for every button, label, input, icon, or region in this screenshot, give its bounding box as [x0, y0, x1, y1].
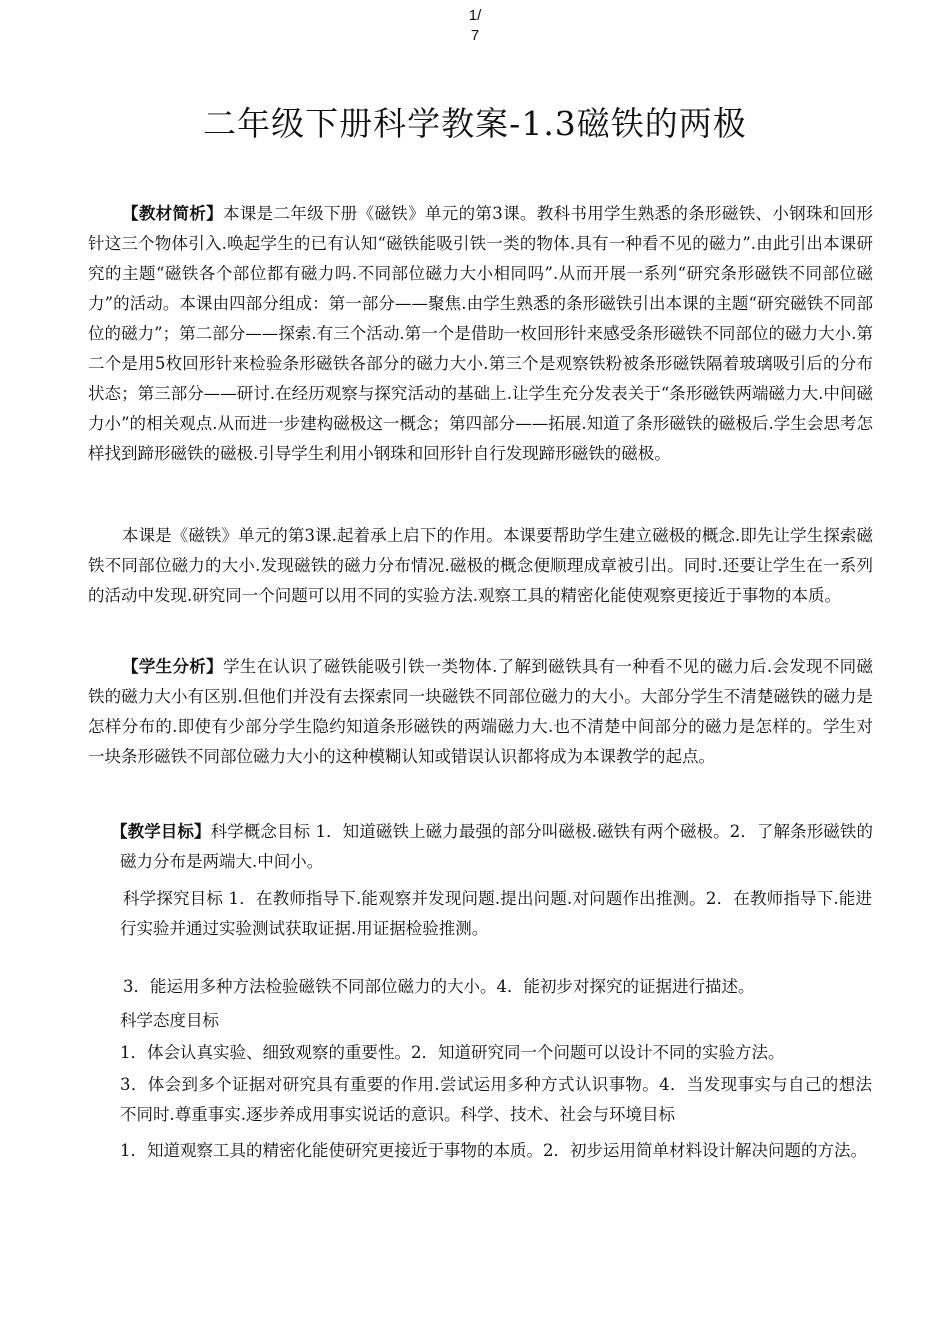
material-analysis-text: 本课是二年级下册《磁铁》单元的第3课。教科书用学生熟悉的条形磁铁、小钢珠和回形针这三个物体引入.唤起学生的已有认知“磁铁能吸引铁一类的物体.具有一种看不见的磁力”.由此引出本课研究的主题“磁铁各个部位都有磁力吗.不同部位磁力大小相同吗”.从而开展一系列“研究条形磁铁不同部位磁力”的活动。本课由四部分组成：第一部分——聚焦.由学生熟悉的条形磁铁引出本课的主题“研究磁铁不同部位的磁力”；第二部分——探索.有三个活动.第一个是借助一枚回形针来感受条形磁铁不同部位的磁力大小.第二个是用5枚回形针来检验条形磁铁各部分的磁力大小.第三个是观察铁粉被条形磁铁隔着玻璃吸引后的分布状态；第三部分——研讨.在经历观察与探究活动的基础上.让学生充分发表关于“条形磁铁两端磁力大.中间磁力小”的相关观点.从而进一步建构磁极这一概念；第四部分——拓展.知道了条形磁铁的磁极后.学生会思考怎样找到蹄形磁铁的磁极.引导学生利用小钢珠和回形针自行发现蹄形磁铁的磁极。 [88, 204, 874, 463]
page-number-current: 1/ [468, 7, 482, 24]
material-analysis-heading: 【教材简析】 [122, 204, 223, 223]
attitude-goal-label: 科学态度目标 [120, 1011, 219, 1030]
stse-goal-text: 1．知道观察工具的精密化能使研究更接近于事物的本质。2．初步运用简单材料设计解决问题的方法。 [120, 1141, 867, 1160]
teaching-goals-concept [88, 817, 873, 877]
concept-goal-text: 科学概念目标 1．知道磁铁上磁力最强的部分叫磁极.磁铁有两个磁极。2．了解条形磁铁的磁力分布是两端大.中间小。 [120, 822, 873, 871]
student-analysis-paragraph [88, 652, 873, 772]
lesson-role-paragraph: 本课是《磁铁》单元的第3课.起着承上启下的作用。本课要帮助学生建立磁极的概念.即先让学生探索磁铁不同部位磁力的大小.发现磁铁的磁力分布情况.磁极的概念便顺理成章被引出。同时.还要让学生在一系列的活动中发现.研究同一个问题可以用不同的实验方法.观察工具的精密化能使观察更接近于事物的本质。 [88, 526, 873, 605]
attitude-goal-line2: 3．体会到多个证据对研究具有重要的作用.尝试运用多种方式认识事物。4．当发现事实与自己的想法不同时.尊重事实.逐步养成用事实说话的意识。科学、技术、社会与环境目标 [120, 1075, 872, 1124]
document-title: 二年级下册科学教案-1.3磁铁的两极 [203, 104, 747, 143]
student-analysis-text: 学生在认识了磁铁能吸引铁一类物体.了解到磁铁具有一种看不见的磁力后.会发现不同磁铁的磁力大小有区别.但他们并没有去探索同一块磁铁不同部位磁力的大小。大部分学生不清楚磁铁的磁力是怎样分布的.即使有少部分学生隐约知道条形磁铁的两端磁力大.也不清楚中间部分的磁力是怎样的。学生对一块条形磁铁不同部位磁力大小的这种模糊认知或错误认识都将成为本课教学的起点。 [88, 657, 873, 766]
attitude-goal-line1: 1．体会认真实验、细致观察的重要性。2．知道研究同一个问题可以设计不同的实验方法。 [120, 1043, 785, 1062]
student-analysis-heading: 【学生分析】 [122, 657, 223, 676]
material-analysis-paragraph [88, 199, 873, 469]
page-number [0, 6, 950, 46]
teaching-goals-heading: 【教学目标】 [111, 822, 211, 841]
page-number-total: 7 [470, 27, 480, 44]
inquiry-goal-continued: 3．能运用多种方法检验磁铁不同部位磁力的大小。4．能初步对探究的证据进行描述。 [123, 977, 755, 996]
inquiry-goal-text: 科学探究目标 1．在教师指导下.能观察并发现问题.提出问题.对问题作出推测。2．在教师指导下.能进行实验并通过实验测试获取证据.用证据检验推测。 [120, 889, 872, 938]
